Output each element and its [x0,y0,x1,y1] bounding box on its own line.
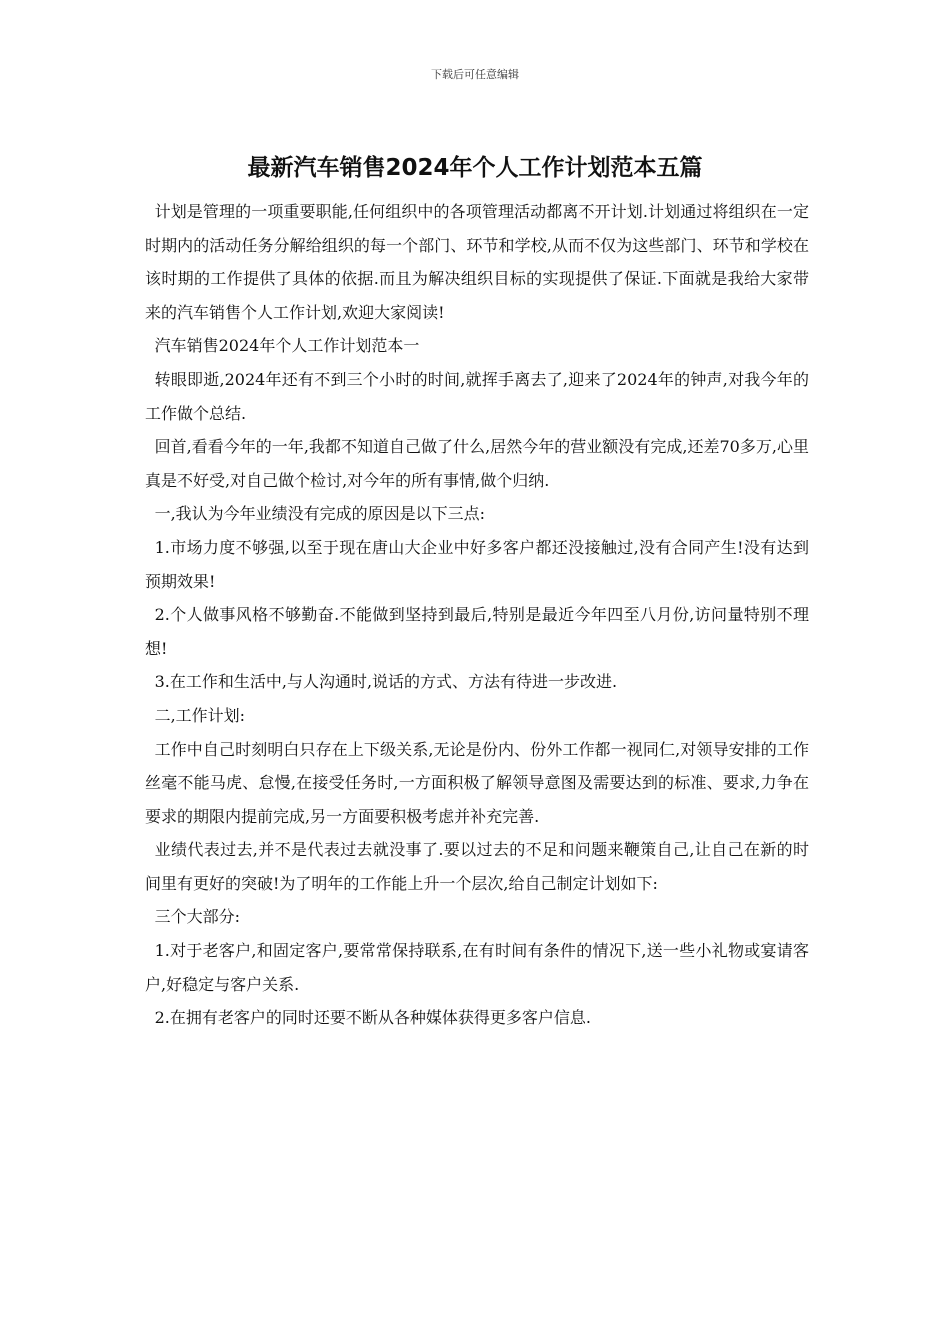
list-item: 2.个人做事风格不够勤奋.不能做到坚持到最后,特别是最近今年四至八月份,访问量特别不理想! [145,605,809,658]
paragraph: 转眼即逝,2024年还有不到三个小时的时间,就挥手离去了,迎来了2024年的钟声,对我今年的工作做个总结. [145,369,809,423]
list-item: 1.对于老客户,和固定客户,要常常保持联系,在有时间有条件的情况下,送一些小礼物或宴请客户,好稳定与客户关系. [145,941,809,994]
document-body [145,195,809,1035]
document-title: 最新汽车销售2024年个人工作计划范本五篇 [247,155,703,181]
list-item: 1.市场力度不够强,以至于现在唐山大企业中好多客户都还没接触过,没有合同产生!没有达到预期效果! [145,537,809,591]
header-note: 下载后可任意编辑 [431,68,519,81]
paragraph: 业绩代表过去,并不是代表过去就没事了.要以过去的不足和问题来鞭策自己,让自己在新的时间里有更好的突破!为了明年的工作能上升一个层次,给自己制定计划如下: [145,840,809,893]
paragraph: 工作中自己时刻明白只存在上下级关系,无论是份内、份外工作都一视同仁,对领导安排的工作丝毫不能马虎、怠慢,在接受任务时,一方面积极了解领导意图及需要达到的标准、要求,力争在要求的期限内提前完成,另一方面要积极考虑并补充完善. [145,739,809,826]
paragraph: 回首,看看今年的一年,我都不知道自己做了什么,居然今年的营业额没有完成,还差70多万,心里真是不好受,对自己做个检讨,对今年的所有事情,做个归纳. [145,437,809,490]
list-item: 2.在拥有老客户的同时还要不断从各种媒体获得更多客户信息. [154,1008,591,1028]
section-heading-plan-one: 汽车销售2024年个人工作计划范本一 [154,336,420,356]
list-heading-three-parts: 三个大部分: [154,907,240,927]
paragraph-intro: 计划是管理的一项重要职能,任何组织中的各项管理活动都离不开计划.计划通过将组织在一定时期内的活动任务分解给组织的每一个部门、环节和学校,从而不仅为这些部门、环节和学校在该时期的工作提供了具体的依据.而且为解决组织目标的实现提供了保证.下面就是我给大家带来的汽车销售个人工作计划,欢迎大家阅读! [145,202,809,322]
list-item: 3.在工作和生活中,与人沟通时,说话的方式、方法有待进一步改进. [154,672,618,692]
list-heading-reasons: 一,我认为今年业绩没有完成的原因是以下三点: [154,504,486,524]
list-heading-work-plan: 二,工作计划: [154,705,246,725]
